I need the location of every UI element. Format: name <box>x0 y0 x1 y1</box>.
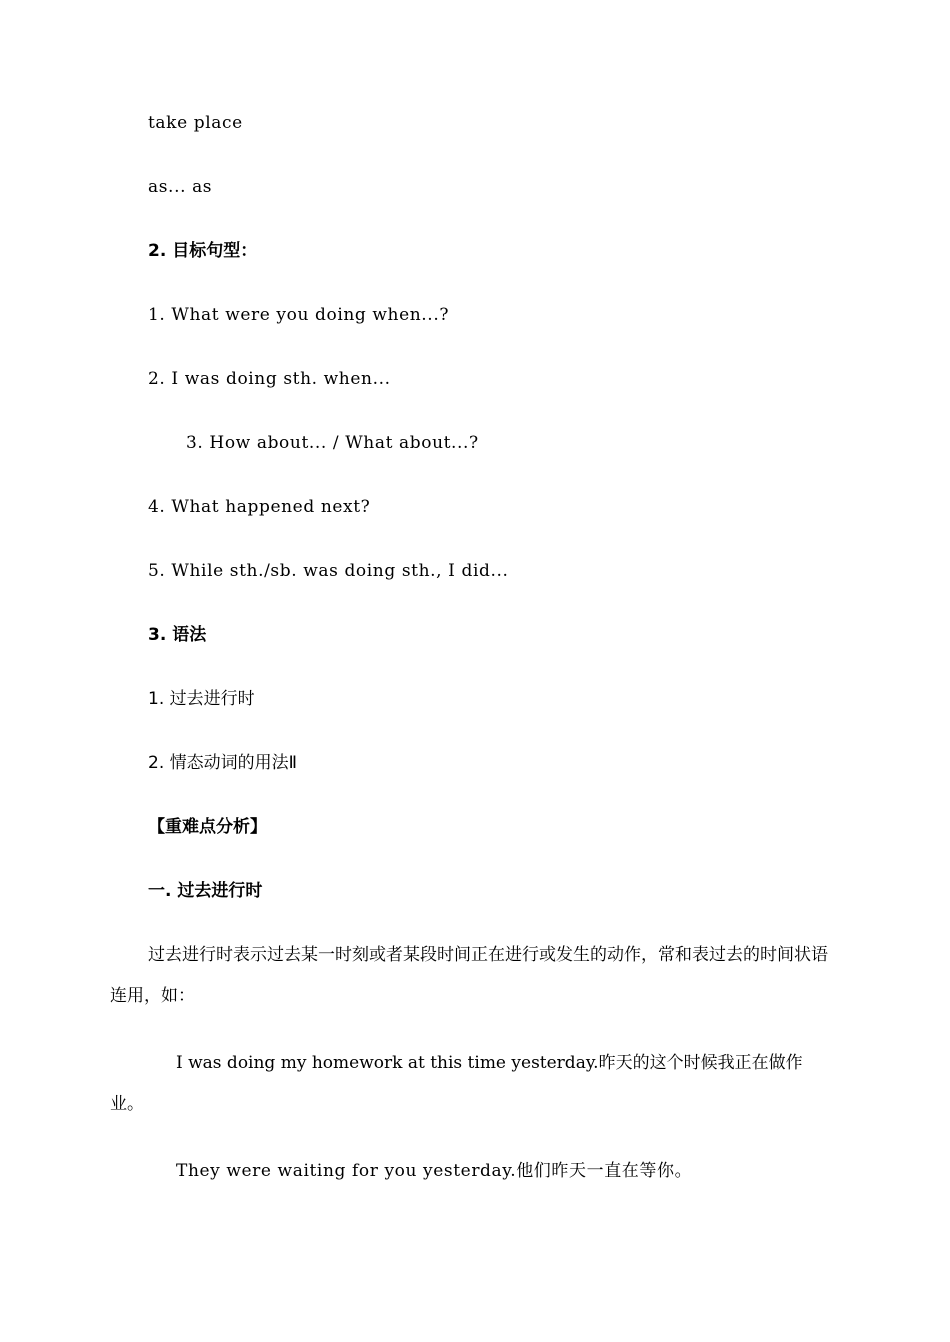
analysis-paragraph: 过去进行时表示过去某一时刻或者某段时间正在进行或发生的动作，常和表过去的时间状语连用，如： <box>110 945 828 1006</box>
sentence-item-4: 4. What happened next? <box>148 497 371 517</box>
sentence-item-3: 3. How about... / What about...? <box>186 433 479 453</box>
analysis-heading: 【重难点分析】 <box>148 817 267 837</box>
vocab-item-take-place: take place <box>148 113 243 133</box>
example-sentence-2: They were waiting for you yesterday.他们昨天一直在等你。 <box>176 1161 693 1181</box>
section-heading-grammar: 3. 语法 <box>148 625 207 645</box>
grammar-item-2: 2. 情态动词的用法Ⅱ <box>148 753 297 773</box>
sentence-item-5: 5. While sth./sb. was doing sth., I did... <box>148 561 509 581</box>
sentence-item-1: 1. What were you doing when...? <box>148 305 450 325</box>
vocab-item-as-as: as... as <box>148 177 213 197</box>
example-sentence-1: I was doing my homework at this time yesterday.昨天的这个时候我正在做作业。 <box>110 1053 803 1114</box>
section-heading-target-sentences: 2. 目标句型： <box>148 241 258 261</box>
analysis-sub-heading: 一. 过去进行时 <box>148 881 263 901</box>
grammar-item-1: 1. 过去进行时 <box>148 689 255 709</box>
sentence-item-2: 2. I was doing sth. when... <box>148 369 391 389</box>
